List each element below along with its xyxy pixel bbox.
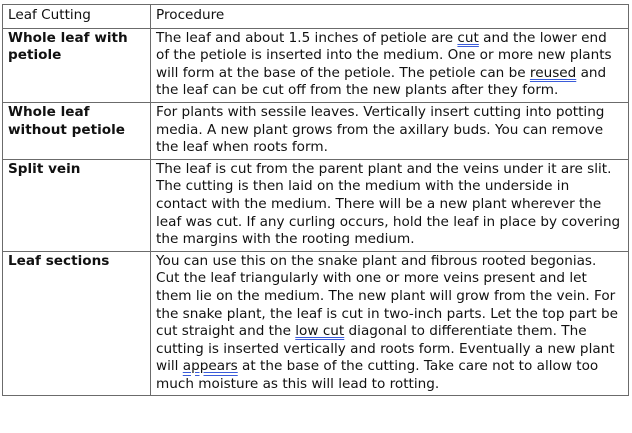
procedure-text (151, 102, 629, 159)
procedure-text (151, 251, 629, 396)
table-row (3, 159, 629, 251)
text-segment: The leaf and about 1.5 inches of petiole are (156, 29, 458, 46)
text-segment: For plants with sessile leaves. Vertically insert cutting into potting media. A new plant grows from the axillary buds. You can remove the leaf when roots form. (156, 103, 605, 156)
text-segment: at the base of the cutting. Take care not to allow too much moisture as this will lead to rotting. (156, 358, 599, 392)
spellcheck-underlined-word[interactable]: low cut (295, 323, 345, 340)
header-leaf-cutting: Leaf Cutting (3, 5, 151, 29)
cutting-name: Split vein (3, 159, 151, 251)
spellcheck-underlined-word[interactable]: reused (529, 64, 577, 81)
text-segment: and the leaf can be cut off from the new plants after they form. (156, 64, 607, 99)
cutting-name: Leaf sections (3, 251, 151, 396)
table-row (3, 251, 629, 396)
text-segment: You can use this on the snake plant and fibrous rooted begonias. Cut the leaf triangularly with one or more veins present and let them lie on the medium. The new plant will grow from the vein. For the snake plant, the leaf is cut in two-inch parts. Let the top part be cut straight and the (156, 252, 618, 340)
table-header-row (3, 5, 629, 29)
text-segment: diagonal to differentiate them. The cutting is inserted vertically and roots form. Eventually a new plant will (156, 323, 615, 375)
spellcheck-underlined-word[interactable]: cut (457, 29, 479, 46)
text-segment: and the lower end of the petiole is inserted into the medium. One or more new plants will form at the base of the petiole. The petiole can be (156, 29, 612, 81)
spellcheck-underlined-word[interactable]: appears (182, 358, 238, 375)
text-segment: The leaf is cut from the parent plant and the veins under it are slit. The cutting is then laid on the medium with the underside in contact with the medium. There will be a new plant wherever the leaf was cut. If any curling occurs, hold the leaf in place by covering the margins with the rooting medium. (156, 160, 621, 248)
procedure-text (151, 28, 629, 102)
header-procedure: Procedure (151, 5, 629, 29)
table-row (3, 28, 629, 102)
cutting-name: Whole leaf without petiole (3, 102, 151, 159)
procedure-text (151, 159, 629, 251)
cutting-name: Whole leaf with petiole (3, 28, 151, 102)
table-row (3, 102, 629, 159)
leaf-cutting-table (2, 4, 629, 396)
